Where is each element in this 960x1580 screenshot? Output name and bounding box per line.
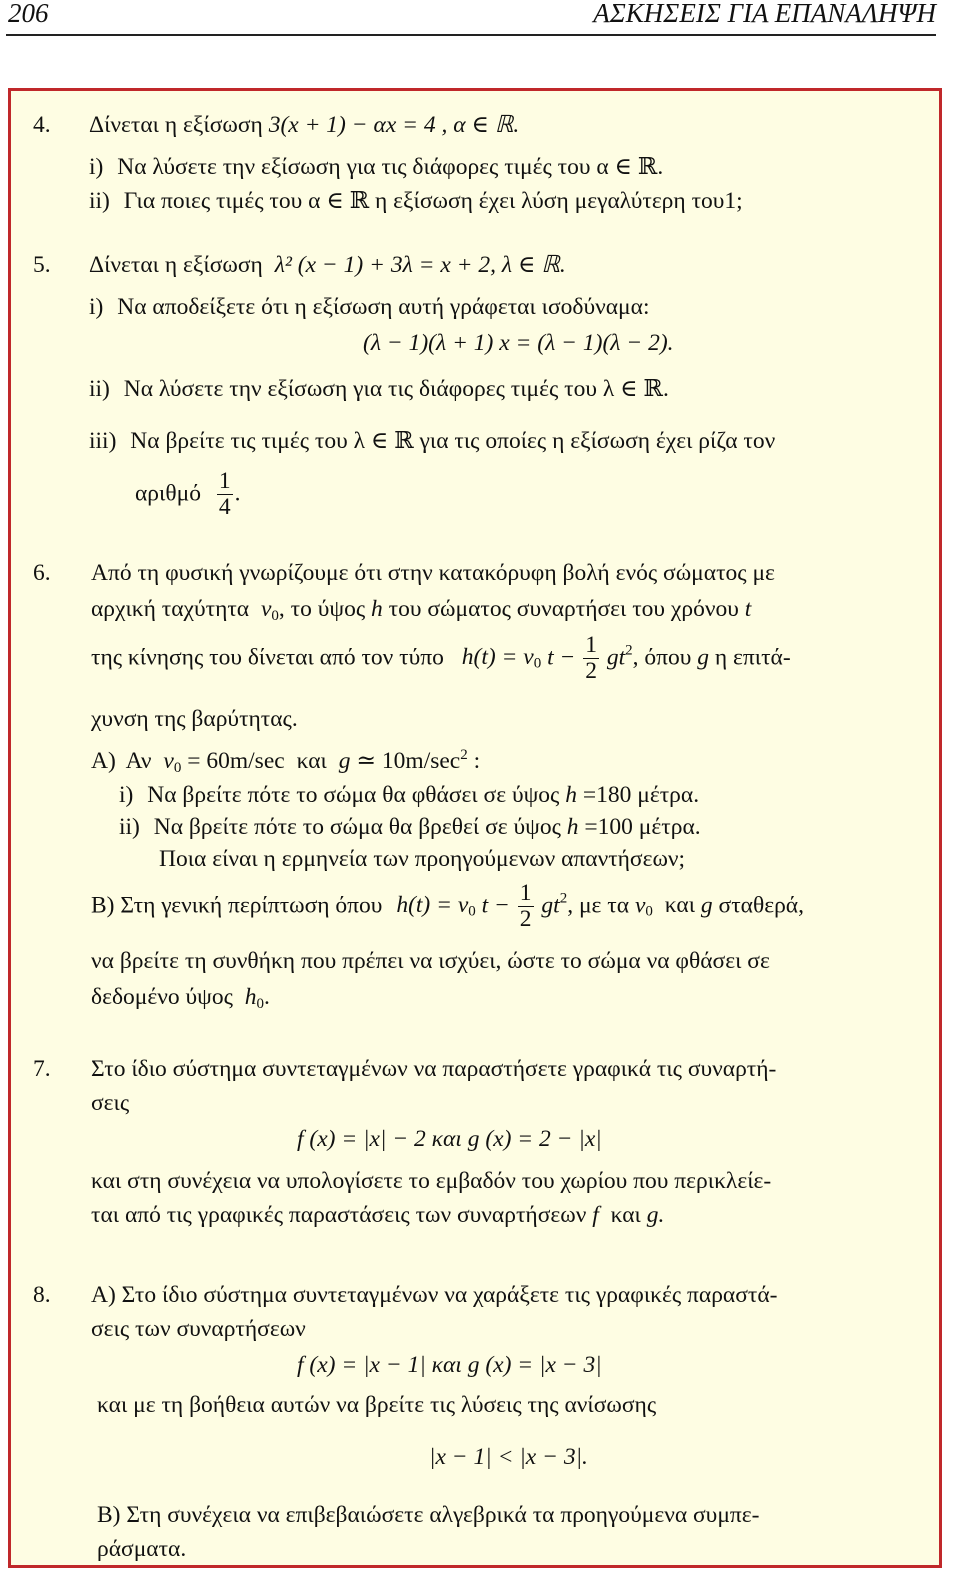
fraction-numerator: 1 (519, 880, 532, 906)
formula-lhs: h(t) = v (461, 644, 534, 671)
v0-symbol: v (260, 596, 272, 622)
subscript-zero: 0 (271, 608, 279, 624)
part-A-label: Α) (91, 1282, 116, 1308)
page-number: 206 (8, 0, 49, 28)
exercise-5-intro (89, 251, 566, 279)
part-A-label: Α) (91, 748, 116, 774)
fraction-denominator: 2 (519, 905, 532, 932)
ex7-text: ται από τις γραφικές παραστάσεις των συναρτήσεων (91, 1202, 587, 1228)
period: . (234, 480, 241, 507)
exercise-8-number: 8. (33, 1282, 51, 1308)
g-value: ≃ 10 (356, 748, 406, 774)
exercise-5-i-text: Να αποδείξετε ότι η εξίσωση αυτή γράφεται ισοδύναμα: (117, 294, 650, 320)
exercise-6-line4: χυνση της βαρύτητας. (91, 706, 298, 732)
fraction-denominator: 2 (585, 657, 597, 684)
superscript-two: 2 (460, 747, 468, 763)
ex6-text: δεδομένο ύψος (91, 984, 233, 1010)
header-rule (6, 34, 936, 36)
exercise-5-i-equation: (λ − 1)(λ + 1) x = (λ − 1)(λ − 2). (363, 330, 674, 356)
chapter-title: ΑΣΚΗΣΕΙΣ ΓΙΑ ΕΠΑΝΑΛΗΨΗ (593, 0, 936, 28)
exercise-8-line1 (91, 1281, 778, 1309)
period: . (264, 984, 270, 1010)
formula-t: t − (481, 892, 510, 919)
colon: : (473, 748, 481, 774)
exercise-5-iii-label: iii) (89, 428, 117, 454)
height-180: =180 μέτρα. (582, 782, 700, 808)
exercise-4-intro (89, 111, 519, 139)
h-symbol: h (244, 984, 257, 1010)
ex6-text: Αν (125, 748, 152, 774)
part-ii-label: ii) (119, 814, 140, 840)
subscript-zero: 0 (468, 903, 476, 920)
exercise-5-intro-text: Δίνεται η εξίσωση (89, 252, 263, 278)
h-symbol: h (371, 596, 383, 622)
subscript-zero: 0 (256, 996, 265, 1012)
ex7-text: και (610, 1202, 641, 1228)
superscript-two: 2 (559, 890, 568, 907)
exercise-7-equation: f (x) = |x| − 2 και g (x) = 2 − |x| (297, 1126, 602, 1152)
exercise-5-iii-line2 (135, 469, 240, 519)
exercise-4-equation: 3(x + 1) − αx = 4 , α ∈ ℝ. (268, 112, 520, 138)
exercise-8-B-line2: ράσματα. (97, 1536, 187, 1562)
subscript-zero: 0 (173, 760, 182, 776)
page-header (0, 0, 960, 30)
exercise-6-B-line3 (91, 983, 270, 1018)
exercise-box (8, 88, 942, 1568)
exercise-6-number: 6. (33, 560, 51, 586)
exercise-7-line2: σεις (91, 1090, 130, 1116)
ex8-text: Στο ίδιο σύστημα συντεταγμένων να χαράξετε τις γραφικές παραστά- (121, 1282, 778, 1308)
part-i-label: i) (119, 782, 134, 808)
subscript-zero: 0 (533, 655, 542, 672)
exercise-6-A-ii (119, 813, 701, 841)
exercise-6-line3 (91, 633, 791, 683)
exercise-4-ii-text: Για ποιες τιμές του α ∈ ℝ η εξίσωση έχει λύση μεγαλύτερη του1; (123, 188, 743, 214)
exercise-6-part-A (91, 741, 480, 782)
ex6-text: , όπου (632, 644, 692, 671)
formula-t: t − (547, 644, 576, 671)
t-symbol: t (744, 596, 752, 622)
exercise-4-ii-label: ii) (89, 188, 110, 214)
exercise-5-iii-text2: αριθμό (135, 480, 201, 507)
exercise-8-inequality: |x − 1| < |x − 3|. (429, 1444, 588, 1470)
ex8-text: Στη συνέχεια να επιβεβαιώσετε αλγεβρικά τα προηγούμενα συμπε- (126, 1502, 760, 1528)
fraction-denominator: 4 (218, 493, 231, 520)
exercise-5-part-ii (89, 375, 669, 403)
part-B-label: Β) (97, 1502, 121, 1528)
exercise-6-question: Ποια είναι η ερμηνεία των προηγούμενων απαντήσεων; (159, 846, 686, 872)
exercise-8-B-line1 (97, 1501, 759, 1529)
ex6-text: Να βρείτε πότε το σώμα θα φθάσει σε ύψος (147, 782, 560, 808)
height-100: =100 μέτρα. (584, 814, 701, 840)
ex6-text: , με τα (567, 892, 630, 919)
g-symbol: g. (646, 1202, 665, 1228)
fraction-numerator: 1 (218, 468, 231, 494)
superscript-two: 2 (625, 642, 633, 659)
v0-unit: m/sec (229, 748, 285, 774)
exercise-5-iii-text: Να βρείτε τις τιμές του λ ∈ ℝ για τις οποίες η εξίσωση έχει ρίζα τον (130, 428, 776, 454)
formula-gt: gt (541, 892, 560, 919)
exercise-6-line2 (91, 595, 751, 630)
exercise-5-ii-text: Να λύσετε την εξίσωση για τις διάφορες τιμές του λ ∈ ℝ. (123, 376, 669, 402)
g-symbol: g (697, 644, 710, 671)
part-B-label: Β) (91, 892, 115, 919)
v0-symbol: v (634, 892, 646, 919)
ex6-text: η επιτά- (714, 644, 791, 671)
ex6-text: Να βρείτε πότε το σώμα θα βρεθεί σε ύψος (153, 814, 561, 840)
exercise-8-line3: και με τη βοήθεια αυτών να βρείτε τις λύσεις της ανίσωσης (97, 1392, 657, 1418)
exercise-5-part-iii (89, 427, 775, 455)
ex6-text: του σώματος συναρτήσει του χρόνου (388, 596, 739, 622)
formula-lhs: h(t) = v (396, 892, 469, 919)
exercise-8-line2: σεις των συναρτήσεων (91, 1316, 306, 1342)
ex6-text: σταθερά, (718, 892, 804, 919)
exercise-6-A-i (119, 781, 699, 809)
formula-gt: gt (606, 644, 626, 671)
fraction-half (583, 633, 599, 683)
exercise-4-number: 4. (33, 112, 51, 138)
exercise-4-intro-text: Δίνεται η εξίσωση (89, 112, 263, 138)
g-symbol: g (700, 892, 713, 919)
exercise-8-equation: f (x) = |x − 1| και g (x) = |x − 3| (297, 1352, 602, 1378)
exercise-5-number: 5. (33, 252, 51, 278)
v0-value: = 60 (187, 748, 230, 774)
ex6-text: και (664, 892, 696, 919)
exercise-7-line1: Στο ίδιο σύστημα συντεταγμένων να παραστήσετε γραφικά τις συναρτή- (91, 1056, 777, 1082)
exercise-4-part-ii (89, 187, 743, 215)
h-symbol: h (565, 782, 577, 808)
ex6-text: και (296, 748, 327, 774)
h-symbol: h (566, 814, 579, 840)
exercise-5-part-i (89, 293, 650, 321)
exercise-4-i-text: Να λύσετε την εξίσωση για τις διάφορες τιμές του α ∈ ℝ. (117, 154, 664, 180)
exercise-6-B-line2: να βρείτε τη συνθήκη που πρέπει να ισχύει, ώστε το σώμα να φθάσει σε (91, 948, 770, 974)
g-unit: m/sec (405, 748, 461, 774)
exercise-5-i-label: i) (89, 294, 104, 320)
ex6-text: της κίνησης του δίνεται από τον τύπο (91, 644, 444, 671)
exercise-5-ii-label: ii) (89, 376, 110, 402)
exercise-5-equation: λ² (x − 1) + 3λ = x + 2, λ ∈ ℝ. (274, 252, 566, 278)
ex6-text: αρχική ταχύτητα (91, 596, 250, 622)
fraction-one-quarter (217, 469, 233, 519)
exercise-6-part-B (91, 881, 804, 931)
exercise-7-line3: και στη συνέχεια να υπολογίσετε το εμβαδόν του χωρίου που περικλείε- (91, 1168, 772, 1194)
exercise-6-line1: Από τη φυσική γνωρίζουμε ότι στην κατακόρυφη βολή ενός σώματος με (91, 560, 775, 586)
fraction-half (518, 881, 534, 931)
exercise-4-part-i (89, 153, 663, 181)
exercise-4-i-label: i) (89, 154, 104, 180)
exercise-7-number: 7. (33, 1056, 51, 1082)
fraction-numerator: 1 (585, 632, 597, 658)
exercise-7-line4 (91, 1201, 664, 1229)
v0-symbol: v (163, 748, 174, 774)
g-symbol: g (338, 748, 351, 774)
subscript-zero: 0 (645, 903, 653, 920)
f-symbol: f (592, 1202, 599, 1228)
ex6-text: Στη γενική περίπτωση όπου (120, 892, 383, 919)
ex6-text: , το ύψος (278, 596, 366, 622)
